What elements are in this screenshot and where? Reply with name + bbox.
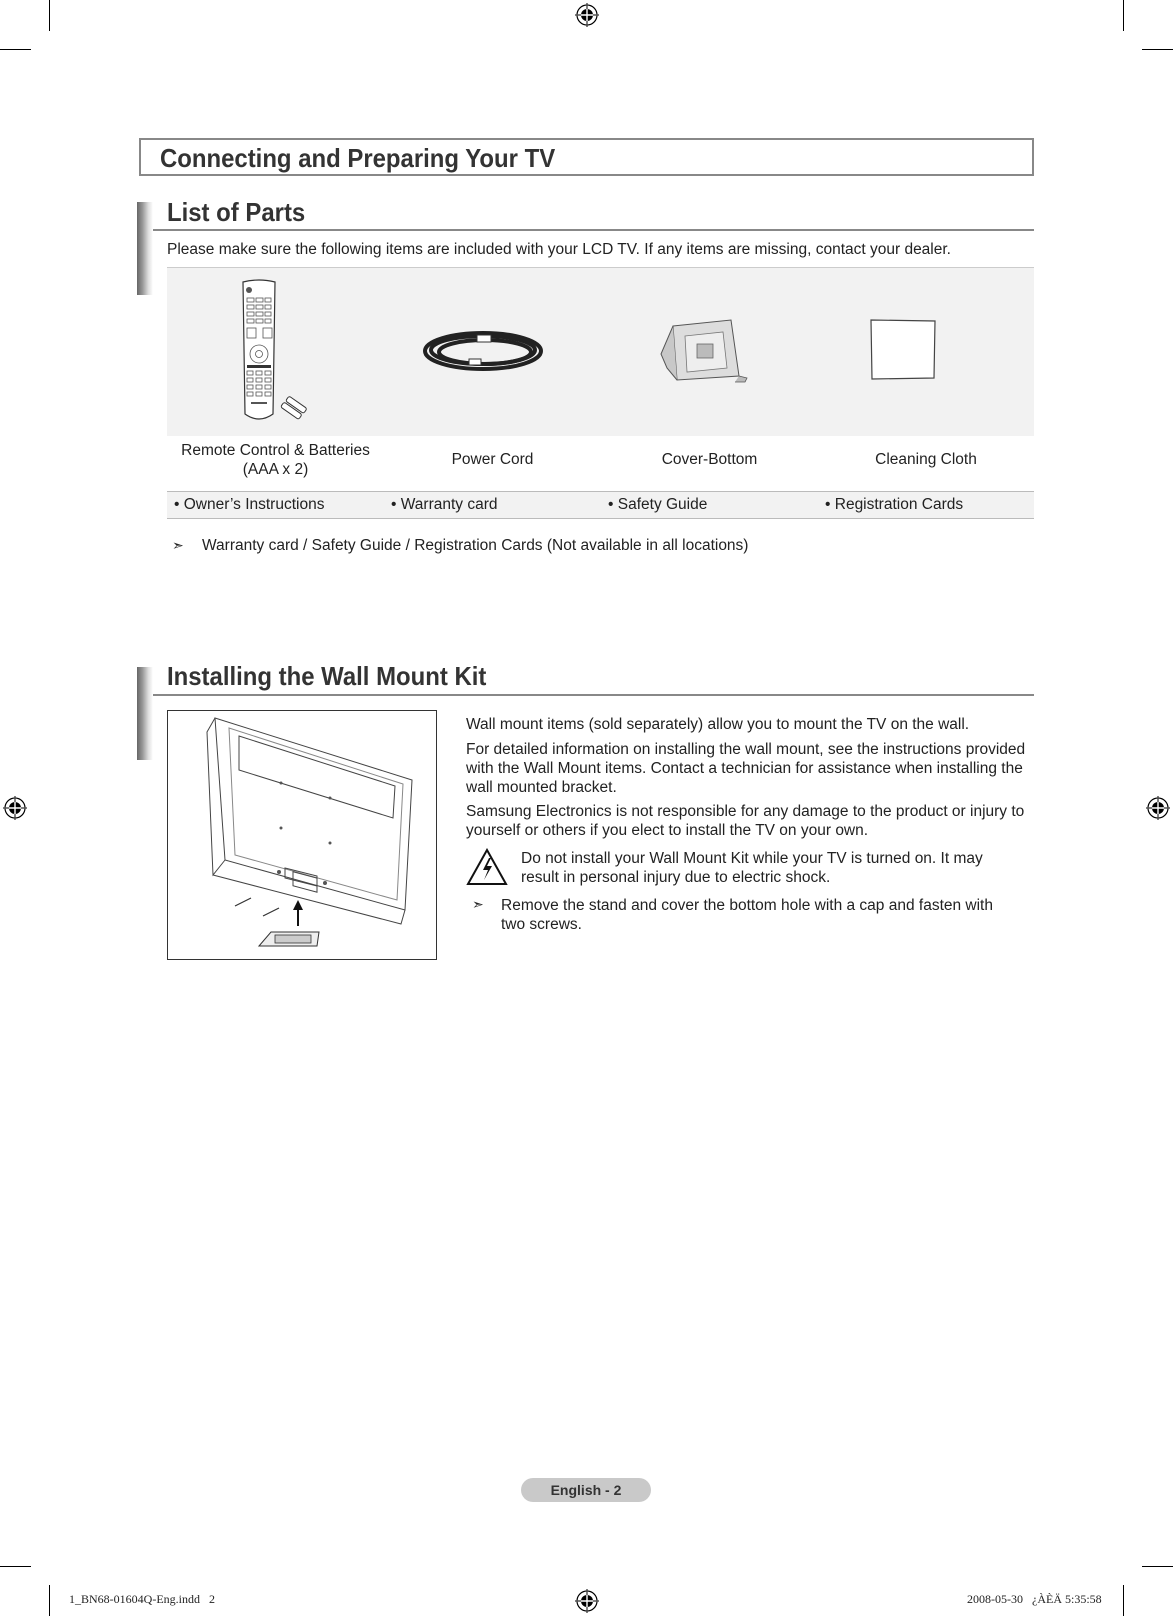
wall-mount-illustration	[167, 710, 437, 960]
crop-mark	[1123, 1585, 1124, 1616]
bullet: •	[608, 496, 614, 513]
part-label-line: (AAA x 2)	[242, 461, 309, 478]
part-label	[167, 441, 384, 479]
part-label: Power Cord	[451, 451, 534, 468]
section-rule	[153, 694, 1034, 696]
remote-control-image	[237, 278, 317, 426]
crop-mark	[1142, 1566, 1173, 1567]
cover-bottom-image	[657, 318, 757, 388]
list-item	[391, 496, 498, 514]
document-name: Warranty card	[400, 496, 498, 513]
page-number-badge: English - 2	[521, 1478, 651, 1502]
power-cord-image	[419, 323, 551, 378]
section-title-wall-mount: Installing the Wall Mount Kit	[167, 661, 487, 691]
section-bar	[137, 667, 153, 760]
document-name: Registration Cards	[834, 496, 964, 513]
bullet: •	[391, 496, 397, 513]
document-name: Owner’s Instructions	[183, 496, 325, 513]
cleaning-cloth-image	[867, 318, 939, 382]
section-bar	[137, 202, 153, 295]
note-arrow-icon: ➣	[472, 896, 484, 912]
wall-mount-para-1: Wall mount items (sold separately) allow you to mount the TV on the wall.	[466, 716, 970, 733]
registration-mark-icon	[3, 796, 27, 820]
list-item	[174, 496, 324, 514]
list-item	[825, 496, 963, 514]
note-arrow-icon: ➣	[172, 537, 184, 553]
part-label: Cover-Bottom	[661, 451, 758, 468]
wall-mount-para-2: For detailed information on installing the wall mount, see the instructions provided with the Wall Mount items. Contact a technician for assistance when installing the wall mounted bracket.	[466, 741, 1026, 796]
warning-text: Do not install your Wall Mount Kit while your TV is turned on. It may result in personal injury due to electric shock.	[521, 850, 983, 886]
parts-intro: Please make sure the following items are included with your LCD TV. If any items are missing, contact your dealer.	[167, 241, 951, 258]
documents-list	[167, 491, 1034, 519]
wall-mount-para-3: Samsung Electronics is not responsible for any damage to the product or injury to yourself or others if you elect to install the TV on your own.	[466, 803, 1025, 839]
crop-mark	[0, 49, 31, 50]
bullet: •	[825, 496, 831, 513]
registration-mark-icon	[1146, 796, 1170, 820]
list-item	[608, 496, 707, 514]
wall-mount-note: Remove the stand and cover the bottom hole with a cap and fasten with two screws.	[501, 897, 993, 933]
section-title-list-of-parts: List of Parts	[167, 197, 306, 227]
crop-mark	[1142, 49, 1173, 50]
crop-mark	[49, 0, 50, 31]
registration-mark-icon	[575, 3, 599, 27]
crop-mark	[49, 1585, 50, 1616]
bullet: •	[174, 496, 180, 513]
file-slug: 1_BN68-01604Q-Eng.indd 2	[69, 1592, 215, 1606]
crop-mark	[1123, 0, 1124, 31]
crop-mark	[0, 1566, 31, 1567]
chapter-header	[139, 138, 1034, 176]
chapter-title: Connecting and Preparing Your TV	[160, 143, 556, 173]
warning-electric-icon	[466, 848, 508, 886]
parts-note: Warranty card / Safety Guide / Registration Cards (Not available in all locations)	[202, 537, 749, 554]
document-name: Safety Guide	[617, 496, 708, 513]
registration-mark-icon	[575, 1589, 599, 1613]
date-slug: 2008-05-30 ¿ÀÈÄ 5:35:58	[967, 1592, 1102, 1606]
part-label: Cleaning Cloth	[875, 451, 977, 468]
section-rule	[153, 229, 1034, 231]
part-label-line: Remote Control & Batteries	[181, 442, 370, 459]
parts-image-band	[167, 267, 1034, 436]
